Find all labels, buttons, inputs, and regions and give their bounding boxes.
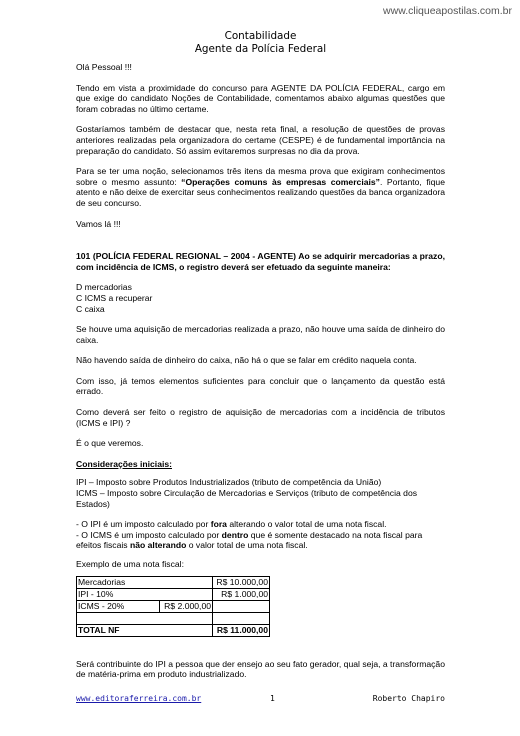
page-number: 1 (270, 694, 275, 703)
invoice-value (213, 612, 270, 624)
ipi-note (76, 519, 445, 530)
journal-entries (76, 282, 445, 314)
icms-note-end: o valor total de uma nota fiscal. (186, 540, 308, 551)
invoice-mid (159, 612, 213, 624)
site-url[interactable]: www.cliqueapostilas.com.br (383, 5, 512, 17)
invoice-value: R$ 1.000,00 (213, 588, 270, 600)
para3-start: Para se ter uma noção, selecionamos três itens da mesma prova que exigiram conhecimentos sobre o mesmo assunto: (76, 166, 445, 187)
answer-paragraph-4: Como deverá ser feito o registro de aquisição de mercadorias com a incidência de tributos (ICMS e IPI) ? (76, 407, 445, 428)
entry-credit-cash: C caixa (76, 303, 105, 314)
entry-debit: D mercadorias (76, 282, 132, 293)
greeting: Olá Pessoal !!! (76, 62, 132, 72)
invoice-row (77, 612, 270, 624)
invoice-mid (159, 588, 213, 600)
invoice-label: IPI - 10% (77, 588, 160, 600)
icms-note-bold-2: não alterando (129, 540, 187, 551)
para3-highlight: “Operações comuns às empresas comerciais” (181, 176, 380, 187)
page-footer (76, 694, 445, 703)
invoice-label: Mercadorias (77, 576, 160, 588)
ipi-note-start: - O IPI é um imposto calculado por (76, 519, 211, 530)
ipi-definition: IPI – Imposto sobre Produtos Industrializados (tributo de competência da União) (76, 477, 382, 488)
tax-notes (76, 519, 445, 551)
invoice-mid: R$ 2.000,00 (159, 600, 213, 612)
final-paragraph: Será contribuinte do IPI a pessoa que der ensejo ao seu fato gerador, qual seja, a transformação de matéria-prima em produto industrializado. (76, 658, 445, 680)
invoice-total-value: R$ 11.000,00 (213, 624, 270, 636)
invoice-total-mid (159, 624, 213, 636)
answer-paragraph-1: Se houve uma aquisição de mercadorias realizada a prazo, não houve uma saída de dinheiro do caixa. (76, 324, 445, 345)
answer-paragraph-3: Com isso, já temos elementos suficientes para concluir que o lançamento da questão está errado. (76, 375, 445, 397)
example-heading: Exemplo de uma nota fiscal: (76, 559, 184, 569)
intro-paragraph-1: Tendo em vista a proximidade do concurso para AGENTE DA POLÍCIA FEDERAL, cargo em que exige do candidato Noções de Contabilidade, comentamos abaixo algumas questões que foram cobradas no último certame. (76, 82, 445, 114)
invoice-row (77, 600, 270, 612)
icms-note (76, 530, 445, 551)
intro-paragraph-3 (76, 166, 445, 208)
answer-paragraph-5: É o que veremos. (76, 438, 144, 449)
ipi-note-bold: fora (210, 519, 227, 530)
para3-end: . Portanto, fique atento e não deixe de exercitar seus conhecimentos realizando questões da banca organizadora de seu concurso. (76, 176, 445, 208)
title-line-2: Agente da Polícia Federal (194, 43, 327, 55)
invoice-value (213, 600, 270, 612)
entry-credit-icms: C ICMS a recuperar (76, 292, 153, 303)
invoice-value: R$ 10.000,00 (213, 576, 270, 588)
ipi-note-end: alterando o valor total de uma nota fiscal. (226, 519, 387, 530)
icms-note-bold-1: dentro (221, 529, 249, 540)
question-text: 101 (POLÍCIA FEDERAL REGIONAL – 2004 - AGENTE) Ao se adquirir mercadorias a prazo, com incidência de ICMS, o registro deverá ser efetuado da seguinte maneira: (76, 251, 445, 272)
answer-paragraph-2: Não havendo saída de dinheiro do caixa, não há o que se falar em crédito naquela conta. (76, 355, 417, 366)
invoice-table (76, 576, 270, 637)
invoice-total-label: TOTAL NF (77, 624, 160, 636)
considerations-heading: Considerações iniciais: (76, 458, 172, 469)
invoice-row (77, 588, 270, 600)
invoice-label: ICMS - 20% (77, 600, 160, 612)
invoice-total-row (77, 624, 270, 636)
invoice-mid (159, 576, 213, 588)
icms-note-middle: que é somente destacado na nota fiscal para efeitos fiscais (76, 529, 423, 551)
tax-definitions (76, 477, 445, 509)
footer-link[interactable]: www.editoraferreira.com.br (76, 694, 202, 703)
intro-paragraph-2: Gostaríamos também de destacar que, nesta reta final, a resolução de questões de provas anteriores realizadas pela organizadora do certame (CESPE) é de fundamental importância na preparação do candidato. Só assim evitaremos surpresas no dia da prova. (76, 124, 445, 156)
closing-line: Vamos lá !!! (76, 218, 121, 229)
invoice-row (77, 576, 270, 588)
icms-note-start: - O ICMS é um imposto calculado por (76, 529, 222, 540)
footer-author: Roberto Chapiro (372, 694, 445, 703)
invoice-label (77, 612, 160, 624)
icms-definition: ICMS – Imposto sobre Circulação de Mercadorias e Serviços (tributo de competência dos Estados) (76, 488, 418, 509)
document-page (76, 30, 445, 690)
title-line-1: Contabilidade (224, 30, 297, 42)
document-title (76, 30, 445, 56)
